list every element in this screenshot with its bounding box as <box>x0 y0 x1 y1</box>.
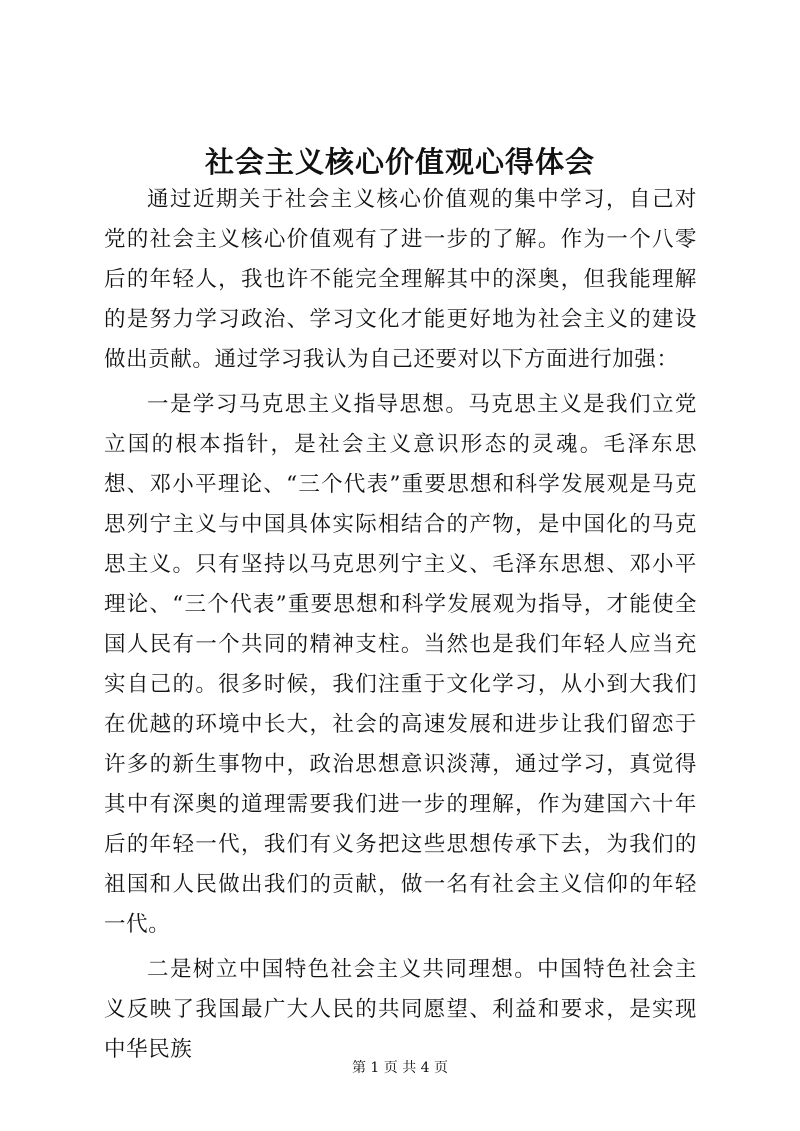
paragraph-intro: 通过近期关于社会主义核心价值观的集中学习，自己对党的社会主义核心价值观有了进一步的了解。作为一个八零后的年轻人，我也许不能完全理解其中的深奥，但我能理解的是努力学习政治、学习文化才能更好地为社会主义的建设做出贡献。通过学习我认为自己还要对以下方面进行加强： <box>104 187 697 372</box>
paragraph-common-ideal: 二是树立中国特色社会主义共同理想。中国特色社会主义反映了我国最广大人民的共同愿望、利益和要求，是实现中华民族 <box>104 957 697 1062</box>
page-footer: 第 1 页 共 4 页 <box>351 1060 449 1076</box>
document-title: 社会主义核心价值观心得体会 <box>204 145 595 179</box>
document-body <box>104 180 697 1070</box>
paragraph-marxism: 一是学习马克思主义指导思想。马克思主义是我们立党立国的根本指针，是社会主义意识形态的灵魂。毛泽东思想、邓小平理论、“三个代表”重要思想和科学发展观是马克思列宁主义与中国具体实际相结合的产物，是中国化的马克思主义。只有坚持以马克思列宁主义、毛泽东思想、邓小平理论、“三个代表”重要思想和科学发展观为指导，才能使全国人民有一个共同的精神支柱。当然也是我们年轻人应当充实自己的。很多时候，我们注重于文化学习，从小到大我们在优越的环境中长大，社会的高速发展和进步让我们留恋于许多的新生事物中，政治思想意识淡薄，通过学习，真觉得其中有深奥的道理需要我们进一步的理解，作为建国六十年后的年轻一代，我们有义务把这些思想传承下去，为我们的祖国和人民做出我们的贡献，做一名有社会主义信仰的年轻一代。 <box>104 392 697 937</box>
